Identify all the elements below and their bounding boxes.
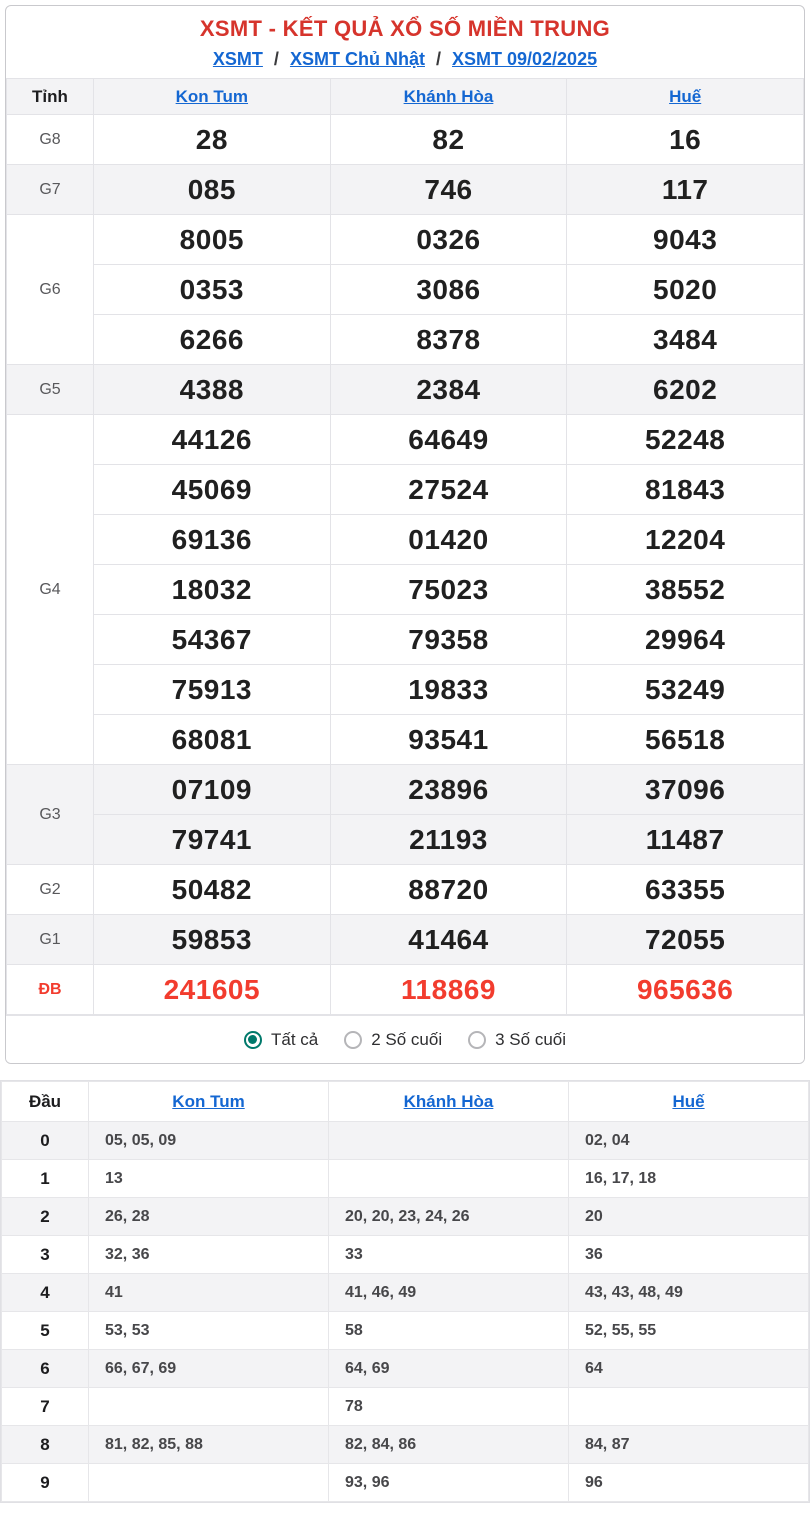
province-link-khanh-hoa[interactable]: Khánh Hòa: [403, 86, 494, 106]
prize-value: 52248: [567, 415, 804, 465]
prize-label: G8: [7, 115, 94, 165]
digit-row: [2, 1426, 809, 1464]
digit-label: 0: [2, 1122, 89, 1160]
digit-values: 78: [329, 1388, 569, 1426]
prize-value: 21193: [330, 815, 567, 865]
prize-row: [7, 665, 804, 715]
prize-value: 01420: [330, 515, 567, 565]
prize-value: 3484: [567, 315, 804, 365]
digit-values: [89, 1388, 329, 1426]
prize-value: 19833: [330, 665, 567, 715]
digit-values: 52, 55, 55: [569, 1312, 809, 1350]
digits-province-link-hue[interactable]: Huế: [672, 1091, 705, 1111]
prize-label: G3: [7, 765, 94, 865]
digit-values: 05, 05, 09: [89, 1122, 329, 1160]
filter-radio-option[interactable]: [244, 1030, 318, 1050]
digit-values: [329, 1160, 569, 1198]
prize-row: [7, 465, 804, 515]
filter-radio-label: 2 Số cuối: [371, 1029, 443, 1049]
prize-row: [7, 565, 804, 615]
prize-row: [7, 115, 804, 165]
prize-value: 965636: [567, 965, 804, 1015]
prize-value: 64649: [330, 415, 567, 465]
prize-row: [7, 715, 804, 765]
prize-value: 45069: [94, 465, 331, 515]
digit-values: 66, 67, 69: [89, 1350, 329, 1388]
digit-values: 20, 20, 23, 24, 26: [329, 1198, 569, 1236]
province-link-hue[interactable]: Huế: [669, 86, 702, 106]
prize-value: 11487: [567, 815, 804, 865]
digit-row: [2, 1198, 809, 1236]
prize-row: [7, 965, 804, 1015]
province-header: [567, 79, 804, 115]
prize-value: 56518: [567, 715, 804, 765]
prize-label: G4: [7, 415, 94, 765]
digit-values: 93, 96: [329, 1464, 569, 1502]
prize-label: G5: [7, 365, 94, 415]
digit-values: 82, 84, 86: [329, 1426, 569, 1464]
prize-row: [7, 865, 804, 915]
digits-header-row: [2, 1082, 809, 1122]
prize-value: 59853: [94, 915, 331, 965]
digit-label: 7: [2, 1388, 89, 1426]
digit-values: 64: [569, 1350, 809, 1388]
breadcrumb-separator: /: [273, 49, 279, 69]
digit-values: 81, 82, 85, 88: [89, 1426, 329, 1464]
digit-label: 1: [2, 1160, 89, 1198]
prize-value: 29964: [567, 615, 804, 665]
prize-row: [7, 165, 804, 215]
prize-value: 6202: [567, 365, 804, 415]
radio-unselected-icon[interactable]: [468, 1031, 486, 1049]
digits-filter-group: [6, 1015, 804, 1063]
page-header: [6, 6, 804, 78]
digit-row: [2, 1388, 809, 1426]
province-header: [329, 1082, 569, 1122]
prize-value: 75913: [94, 665, 331, 715]
prize-label: G7: [7, 165, 94, 215]
digit-values: 84, 87: [569, 1426, 809, 1464]
prize-value: 5020: [567, 265, 804, 315]
prize-row: [7, 515, 804, 565]
prize-value: 23896: [330, 765, 567, 815]
prize-value: 8005: [94, 215, 331, 265]
digit-row: [2, 1236, 809, 1274]
prize-value: 0353: [94, 265, 331, 315]
province-header: [330, 79, 567, 115]
prize-value: 88720: [330, 865, 567, 915]
prize-row: [7, 765, 804, 815]
prize-value: 75023: [330, 565, 567, 615]
prize-value: 37096: [567, 765, 804, 815]
prize-value: 53249: [567, 665, 804, 715]
prize-value: 9043: [567, 215, 804, 265]
prize-value: 746: [330, 165, 567, 215]
digit-label: 9: [2, 1464, 89, 1502]
prize-row: [7, 265, 804, 315]
results-panel: [5, 5, 805, 1064]
results-header-row: [7, 79, 804, 115]
page-title: XSMT - KẾT QUẢ XỔ SỐ MIỀN TRUNG: [199, 16, 611, 41]
filter-radio-label: Tất cả: [270, 1029, 319, 1049]
prize-value: 28: [94, 115, 331, 165]
prize-value: 68081: [94, 715, 331, 765]
digits-panel: [0, 1080, 810, 1503]
prize-value: 085: [94, 165, 331, 215]
digit-values: 20: [569, 1198, 809, 1236]
prize-value: 241605: [94, 965, 331, 1015]
prize-row: [7, 365, 804, 415]
prize-row: [7, 915, 804, 965]
prize-value: 6266: [94, 315, 331, 365]
radio-unselected-icon[interactable]: [344, 1031, 362, 1049]
digit-values: 64, 69: [329, 1350, 569, 1388]
digits-corner-header: Đầu: [2, 1082, 89, 1122]
digits-table: [1, 1081, 809, 1502]
prize-row: [7, 415, 804, 465]
prize-value: 0326: [330, 215, 567, 265]
prize-value: 93541: [330, 715, 567, 765]
prize-value: 27524: [330, 465, 567, 515]
prize-value: 07109: [94, 765, 331, 815]
digit-label: 2: [2, 1198, 89, 1236]
digit-values: 16, 17, 18: [569, 1160, 809, 1198]
digits-province-link-kon-tum[interactable]: Kon Tum: [172, 1091, 245, 1111]
filter-radio-option[interactable]: [468, 1030, 566, 1050]
prize-value: 118869: [330, 965, 567, 1015]
digit-values: 41, 46, 49: [329, 1274, 569, 1312]
prize-value: 18032: [94, 565, 331, 615]
prize-value: 44126: [94, 415, 331, 465]
prize-value: 3086: [330, 265, 567, 315]
digit-row: [2, 1274, 809, 1312]
prize-value: 54367: [94, 615, 331, 665]
province-link-kon-tum[interactable]: Kon Tum: [175, 86, 249, 106]
digit-label: 5: [2, 1312, 89, 1350]
digit-values: 58: [329, 1312, 569, 1350]
radio-selected-icon[interactable]: [244, 1031, 262, 1049]
prize-value: 2384: [330, 365, 567, 415]
prize-value: 38552: [567, 565, 804, 615]
digit-row: [2, 1312, 809, 1350]
digit-label: 8: [2, 1426, 89, 1464]
province-header: [94, 79, 331, 115]
digit-values: [329, 1122, 569, 1160]
prize-value: 63355: [567, 865, 804, 915]
digit-values: 26, 28: [89, 1198, 329, 1236]
prize-value: 72055: [567, 915, 804, 965]
digit-values: 13: [89, 1160, 329, 1198]
digit-row: [2, 1350, 809, 1388]
digit-values: 53, 53: [89, 1312, 329, 1350]
digit-row: [2, 1122, 809, 1160]
prize-label: G2: [7, 865, 94, 915]
digit-row: [2, 1464, 809, 1502]
prize-value: 117: [567, 165, 804, 215]
prize-value: 50482: [94, 865, 331, 915]
prize-value: 41464: [330, 915, 567, 965]
prize-row: [7, 315, 804, 365]
breadcrumb-link-weekday[interactable]: XSMT Chủ Nhật: [289, 49, 425, 69]
digit-label: 4: [2, 1274, 89, 1312]
digit-values: 96: [569, 1464, 809, 1502]
prize-label: G1: [7, 915, 94, 965]
prize-value: 16: [567, 115, 804, 165]
digit-values: 41: [89, 1274, 329, 1312]
filter-radio-option[interactable]: [344, 1030, 442, 1050]
breadcrumb-separator: /: [435, 49, 441, 69]
breadcrumb-link-date[interactable]: XSMT 09/02/2025: [452, 49, 598, 69]
prize-row: [7, 215, 804, 265]
digit-label: 3: [2, 1236, 89, 1274]
prize-value: 69136: [94, 515, 331, 565]
digit-label: 6: [2, 1350, 89, 1388]
digit-values: 36: [569, 1236, 809, 1274]
prize-value: 8378: [330, 315, 567, 365]
digit-values: [89, 1464, 329, 1502]
prize-value: 82: [330, 115, 567, 165]
prize-row: [7, 815, 804, 865]
digit-values: 43, 43, 48, 49: [569, 1274, 809, 1312]
digit-values: 02, 04: [569, 1122, 809, 1160]
prize-value: 81843: [567, 465, 804, 515]
prize-value: 79741: [94, 815, 331, 865]
prize-label: ĐB: [7, 965, 94, 1015]
results-table: [6, 78, 804, 1015]
breadcrumb-link-xsmt[interactable]: XSMT: [212, 49, 263, 69]
digit-values: 33: [329, 1236, 569, 1274]
prize-value: 4388: [94, 365, 331, 415]
breadcrumb: [6, 49, 804, 70]
prize-row: [7, 615, 804, 665]
digit-values: [569, 1388, 809, 1426]
digit-row: [2, 1160, 809, 1198]
province-header: [89, 1082, 329, 1122]
digits-province-link-khanh-hoa[interactable]: Khánh Hòa: [403, 1091, 494, 1111]
digit-values: 32, 36: [89, 1236, 329, 1274]
prize-value: 12204: [567, 515, 804, 565]
filter-radio-label: 3 Số cuối: [495, 1029, 567, 1049]
prize-label: G6: [7, 215, 94, 365]
prize-value: 79358: [330, 615, 567, 665]
results-corner-header: Tỉnh: [7, 79, 94, 115]
province-header: [569, 1082, 809, 1122]
